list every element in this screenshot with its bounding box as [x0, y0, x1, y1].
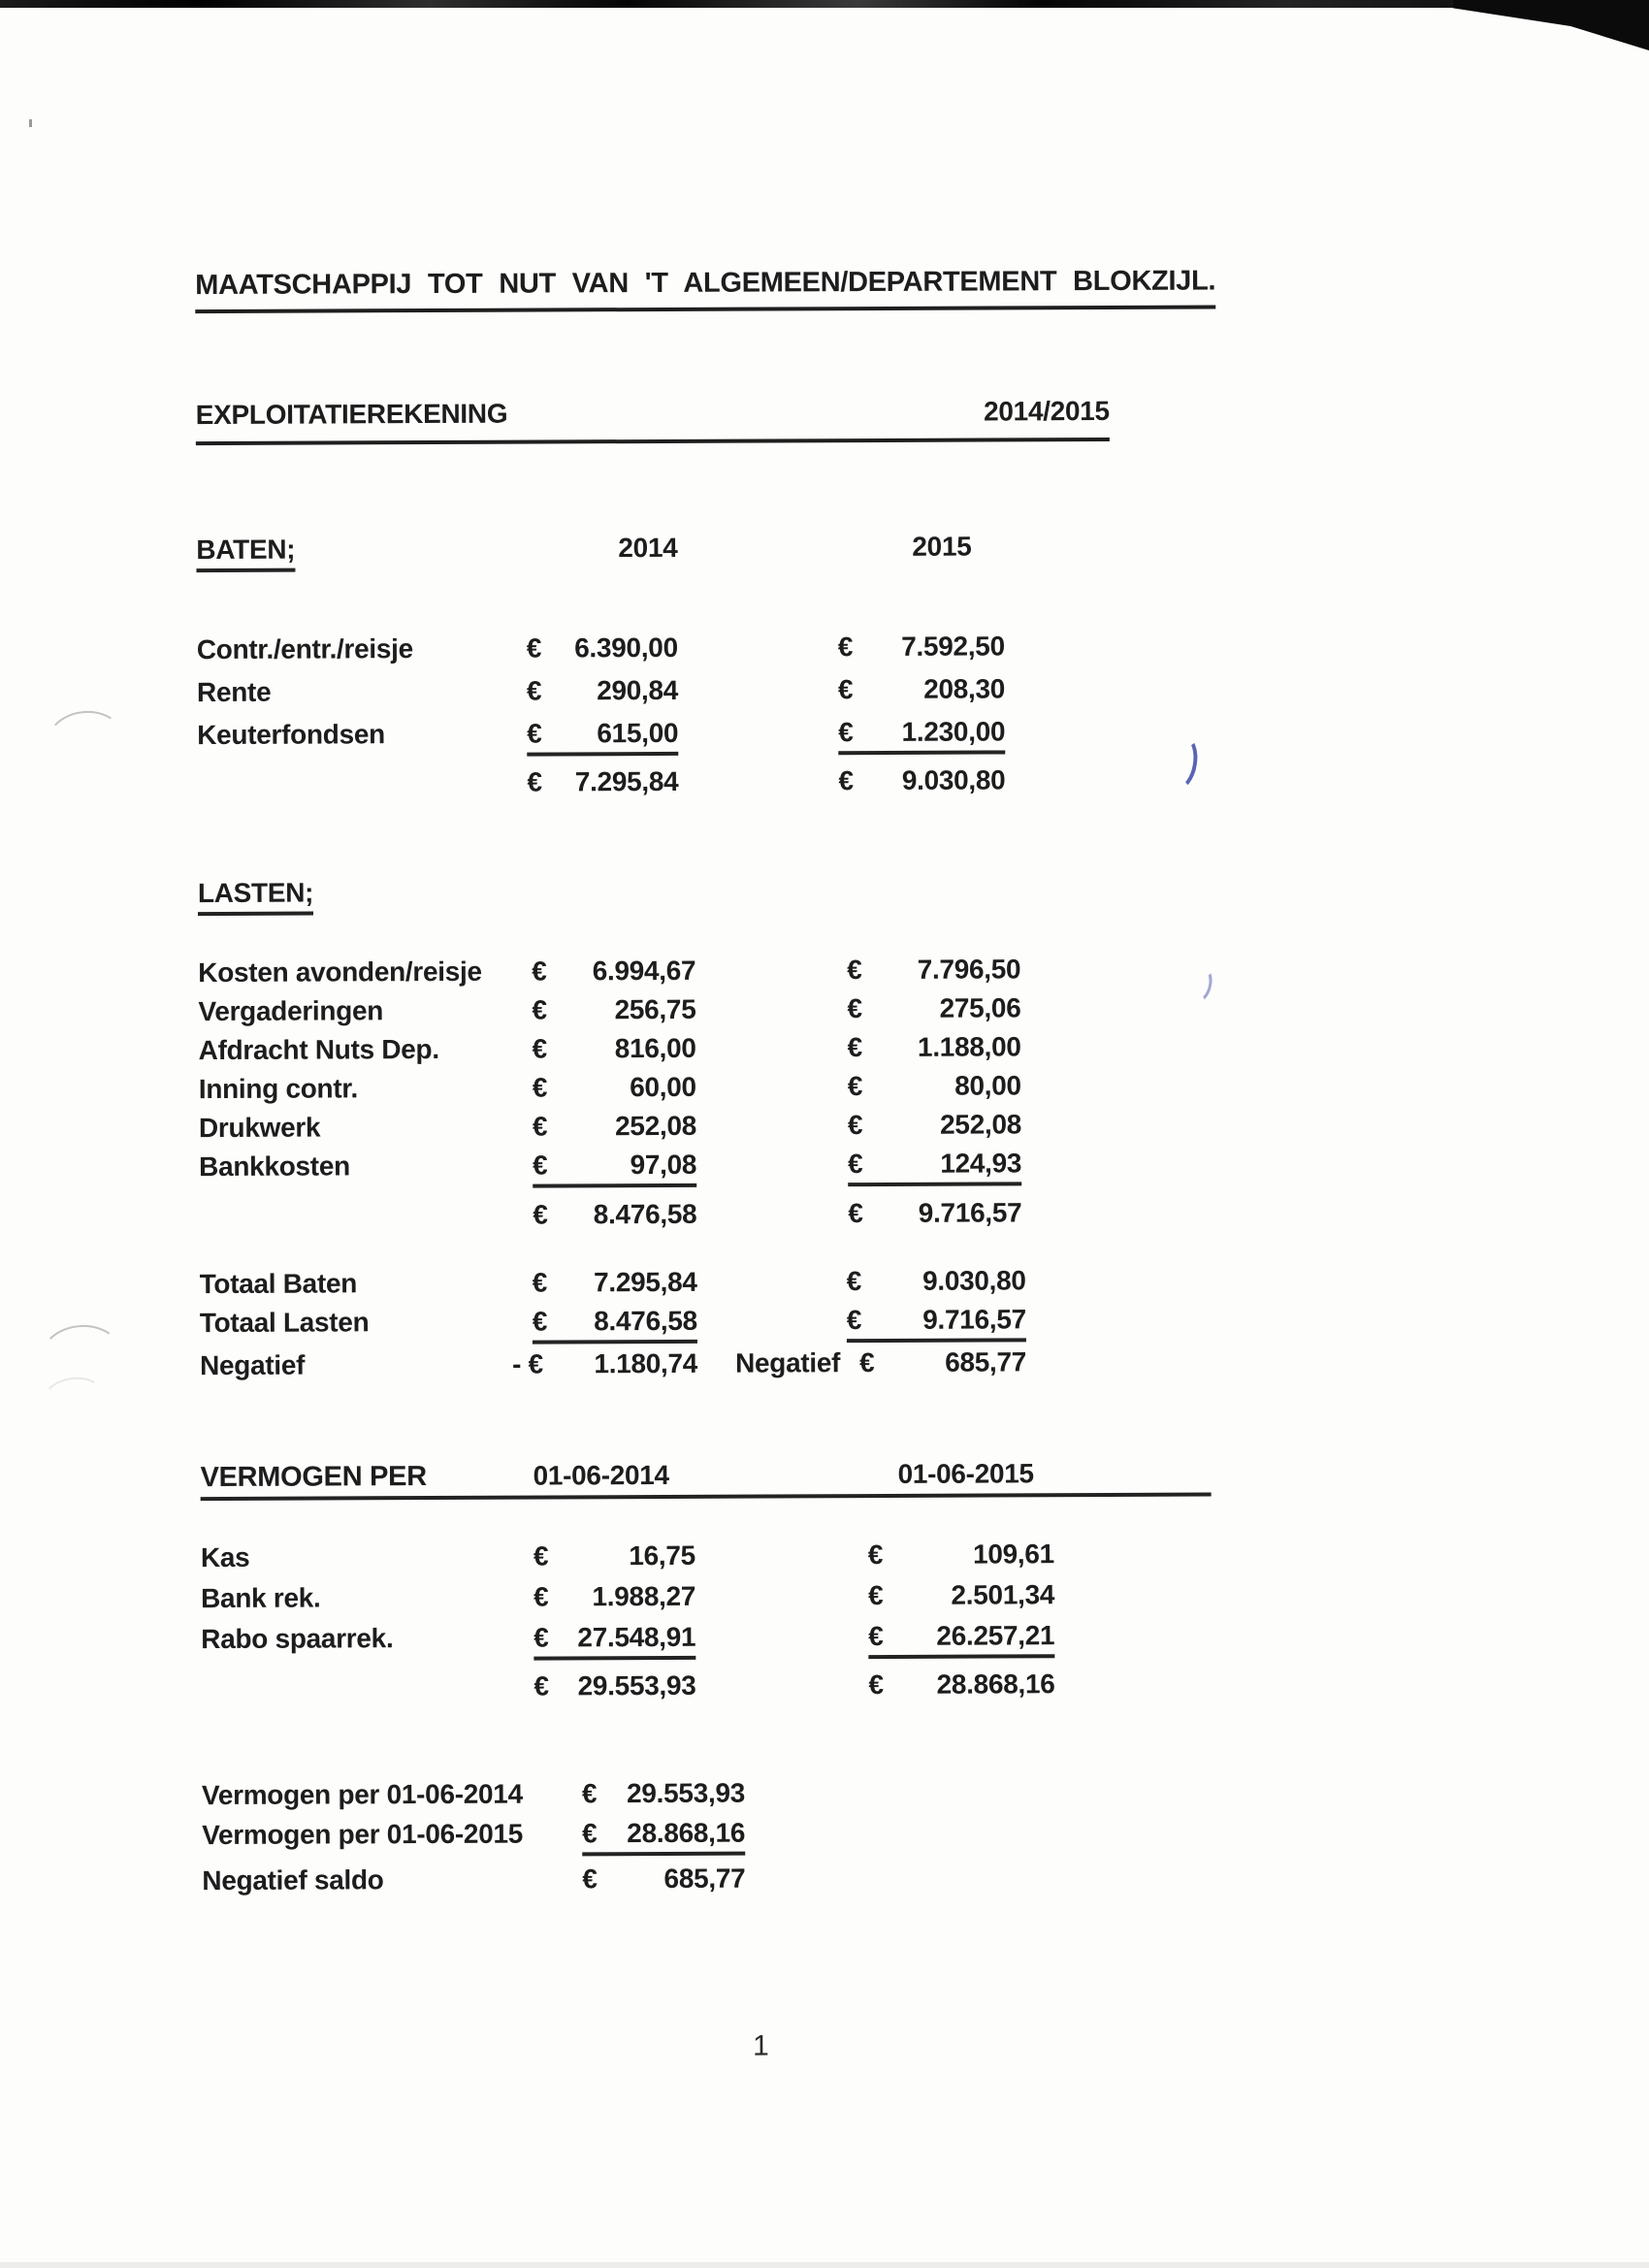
- row-label: Negatief saldo: [202, 1864, 384, 1896]
- amount-value: 124,93: [940, 1148, 1022, 1179]
- currency-symbol: €: [847, 1071, 863, 1102]
- page-number: 1: [753, 2029, 769, 2062]
- amount-value: 9.030,80: [901, 764, 1006, 795]
- amount-2014: [527, 632, 678, 664]
- vermogen-total-2014: [534, 1670, 695, 1702]
- amount-2014: [533, 1072, 696, 1104]
- amount-2015: [848, 1031, 1021, 1063]
- amount-2014: [512, 1348, 697, 1380]
- currency-symbol: €: [847, 993, 862, 1024]
- amount-value: 28.868,16: [627, 1817, 746, 1849]
- currency-symbol: €: [581, 1778, 598, 1809]
- amount-value: 1.230,00: [901, 716, 1006, 747]
- currency-symbol: €: [847, 1032, 862, 1063]
- amount-2014: [533, 1033, 696, 1065]
- amount-value: 290,84: [597, 674, 679, 706]
- currency-symbol: €: [838, 717, 854, 748]
- currency-symbol: €: [532, 1072, 548, 1103]
- amount-value: 615,00: [597, 717, 679, 749]
- amount-2015: [838, 631, 1005, 663]
- currency-symbol: €: [858, 1347, 875, 1378]
- baten-heading: BATEN;: [196, 535, 295, 572]
- currency-symbol: €: [534, 1622, 549, 1653]
- currency-symbol: €: [527, 766, 542, 797]
- currency-symbol: €: [838, 765, 854, 796]
- row-label: Keuterfondsen: [197, 719, 385, 751]
- amount-value: 29.553,93: [627, 1777, 746, 1809]
- currency-symbol: €: [582, 1818, 598, 1849]
- amount-value: 29.553,93: [577, 1669, 696, 1701]
- lasten-total-2014: [533, 1199, 696, 1231]
- baten-total-2015: [838, 764, 1005, 796]
- amount-2014: [532, 956, 695, 988]
- amount-2014: [534, 1581, 695, 1613]
- amount-value: 80,00: [954, 1070, 1021, 1101]
- amount-value: 9.716,57: [918, 1197, 1022, 1228]
- amount-value: 8.476,58: [593, 1198, 697, 1230]
- currency-symbol: €: [532, 956, 547, 987]
- row-label: Drukwerk: [198, 1112, 321, 1144]
- baten-total-2014: [527, 766, 678, 798]
- amount-value: 1.988,27: [592, 1580, 696, 1612]
- currency-symbol: €: [846, 1266, 862, 1297]
- amount-value: 26.257,21: [936, 1620, 1055, 1651]
- amount-value: 6.390,00: [574, 632, 678, 664]
- currency-symbol: €: [582, 1863, 598, 1895]
- amount-2015: [868, 1539, 1054, 1571]
- amount-value: 252,08: [940, 1109, 1022, 1140]
- currency-symbol: €: [533, 1540, 549, 1571]
- summary-amount: [582, 1818, 745, 1857]
- row-label: Totaal Lasten: [199, 1307, 370, 1339]
- amount-value: 7.295,84: [574, 765, 679, 797]
- row-label: Negatief: [199, 1349, 306, 1381]
- currency-symbol: €: [868, 1579, 884, 1611]
- vermogen-date-2014: 01-06-2014: [533, 1459, 669, 1491]
- row-label: Bankkosten: [199, 1150, 350, 1183]
- amount-value: 16,75: [629, 1539, 695, 1571]
- row-label: Contr./entr./reisje: [196, 633, 413, 665]
- amount-2015: [859, 1346, 1026, 1378]
- row-label: Vermogen per 01-06-2014: [201, 1778, 523, 1811]
- amount-value: 2.501,34: [951, 1579, 1055, 1610]
- amount-value: 275,06: [939, 992, 1021, 1023]
- currency-symbol: €: [527, 718, 542, 749]
- row-label: Totaal Baten: [199, 1268, 358, 1300]
- column-header-2015: 2015: [912, 531, 972, 562]
- vermogen-date-2015: 01-06-2015: [897, 1458, 1034, 1489]
- row-label: Rabo spaarrek.: [201, 1623, 394, 1655]
- amount-value: 685,77: [945, 1346, 1027, 1377]
- currency-symbol: €: [867, 1539, 884, 1571]
- amount-value: 256,75: [614, 993, 696, 1025]
- amount-value: 8.476,58: [594, 1305, 697, 1337]
- row-label: Afdracht Nuts Dep.: [198, 1033, 439, 1066]
- row-label: Kas: [200, 1541, 250, 1573]
- vermogen-total-2015: [868, 1669, 1054, 1701]
- currency-symbol: €: [846, 1305, 862, 1336]
- currency-symbol: - €: [511, 1348, 543, 1379]
- currency-symbol: €: [837, 632, 854, 663]
- amount-value: 9.030,80: [922, 1265, 1026, 1296]
- currency-symbol: €: [847, 955, 862, 986]
- amount-2014: [527, 718, 678, 757]
- vermogen-underline: [201, 1493, 1212, 1502]
- summary-amount: [582, 1863, 745, 1895]
- amount-2015: [847, 992, 1020, 1024]
- currency-symbol: €: [848, 1149, 863, 1180]
- row-label: Vergaderingen: [198, 995, 384, 1027]
- statement-heading-row: [196, 396, 1110, 445]
- lasten-total-2015: [848, 1197, 1021, 1229]
- amount-2014: [534, 1540, 695, 1572]
- amount-value: 7.295,84: [594, 1266, 697, 1298]
- amount-2014: [533, 1111, 696, 1143]
- row-label: Bank rek.: [201, 1582, 321, 1614]
- amount-2015: [838, 673, 1005, 705]
- amount-value: 109,61: [972, 1539, 1054, 1570]
- currency-symbol: €: [534, 1581, 549, 1612]
- amount-2015: [848, 1109, 1021, 1141]
- amount-2014: [532, 994, 695, 1026]
- currency-symbol: €: [532, 1267, 548, 1298]
- row-label: Inning contr.: [198, 1073, 358, 1105]
- amount-value: 7.592,50: [901, 631, 1005, 662]
- amount-value: 97,08: [630, 1149, 697, 1181]
- statement-period: 2014/2015: [984, 395, 1110, 427]
- currency-symbol: €: [532, 1306, 548, 1337]
- currency-symbol: €: [526, 675, 542, 706]
- amount-2015: [868, 1579, 1054, 1611]
- currency-symbol: €: [847, 1110, 863, 1141]
- row-label: Kosten avonden/reisje: [198, 956, 482, 988]
- amount-2014: [534, 1622, 695, 1661]
- amount-value: 685,77: [663, 1863, 746, 1894]
- currency-symbol: €: [868, 1620, 884, 1652]
- amount-2015: [838, 716, 1005, 755]
- currency-symbol: €: [532, 994, 547, 1025]
- amount-value: 6.994,67: [592, 955, 696, 987]
- document-title: MAATSCHAPPIJ TOT NUT VAN 'T ALGEMEEN/DEPARTEMENT BLOKZIJL.: [195, 265, 1215, 313]
- amount-2014: [533, 1267, 697, 1299]
- amount-value: 7.796,50: [917, 954, 1021, 985]
- negatief-2015-label: Negatief: [734, 1347, 841, 1378]
- currency-symbol: €: [868, 1669, 884, 1701]
- amount-2014: [527, 675, 678, 707]
- currency-symbol: €: [532, 1111, 548, 1142]
- amount-2015: [847, 1265, 1026, 1297]
- amount-value: 9.716,57: [922, 1304, 1026, 1335]
- amount-value: 27.548,91: [577, 1621, 696, 1653]
- amount-2015: [848, 1070, 1021, 1102]
- currency-symbol: €: [848, 1198, 863, 1229]
- amount-2015: [868, 1620, 1054, 1659]
- statement-heading: EXPLOITATIEREKENING: [195, 398, 508, 431]
- amount-2014: [533, 1150, 696, 1188]
- amount-value: 208,30: [923, 673, 1006, 704]
- currency-symbol: €: [532, 1033, 547, 1064]
- amount-value: 252,08: [615, 1110, 697, 1142]
- currency-symbol: €: [526, 632, 542, 664]
- row-label: Vermogen per 01-06-2015: [202, 1818, 524, 1851]
- amount-2015: [847, 954, 1020, 986]
- amount-value: 816,00: [614, 1032, 696, 1064]
- amount-value: 60,00: [630, 1071, 696, 1103]
- currency-symbol: €: [533, 1199, 548, 1230]
- amount-value: 1.180,74: [594, 1347, 698, 1379]
- currency-symbol: €: [837, 674, 854, 705]
- vermogen-heading: VERMOGEN PER: [200, 1461, 427, 1494]
- summary-amount: [582, 1778, 745, 1810]
- column-header-2014: 2014: [618, 532, 678, 564]
- lasten-heading: LASTEN;: [198, 878, 313, 917]
- amount-2015: [847, 1304, 1026, 1343]
- currency-symbol: €: [533, 1150, 548, 1181]
- amount-2015: [848, 1148, 1021, 1186]
- currency-symbol: €: [534, 1670, 549, 1701]
- amount-2014: [533, 1306, 697, 1345]
- amount-value: 1.188,00: [917, 1031, 1021, 1062]
- amount-value: 28.868,16: [936, 1669, 1055, 1700]
- row-label: Rente: [196, 676, 272, 708]
